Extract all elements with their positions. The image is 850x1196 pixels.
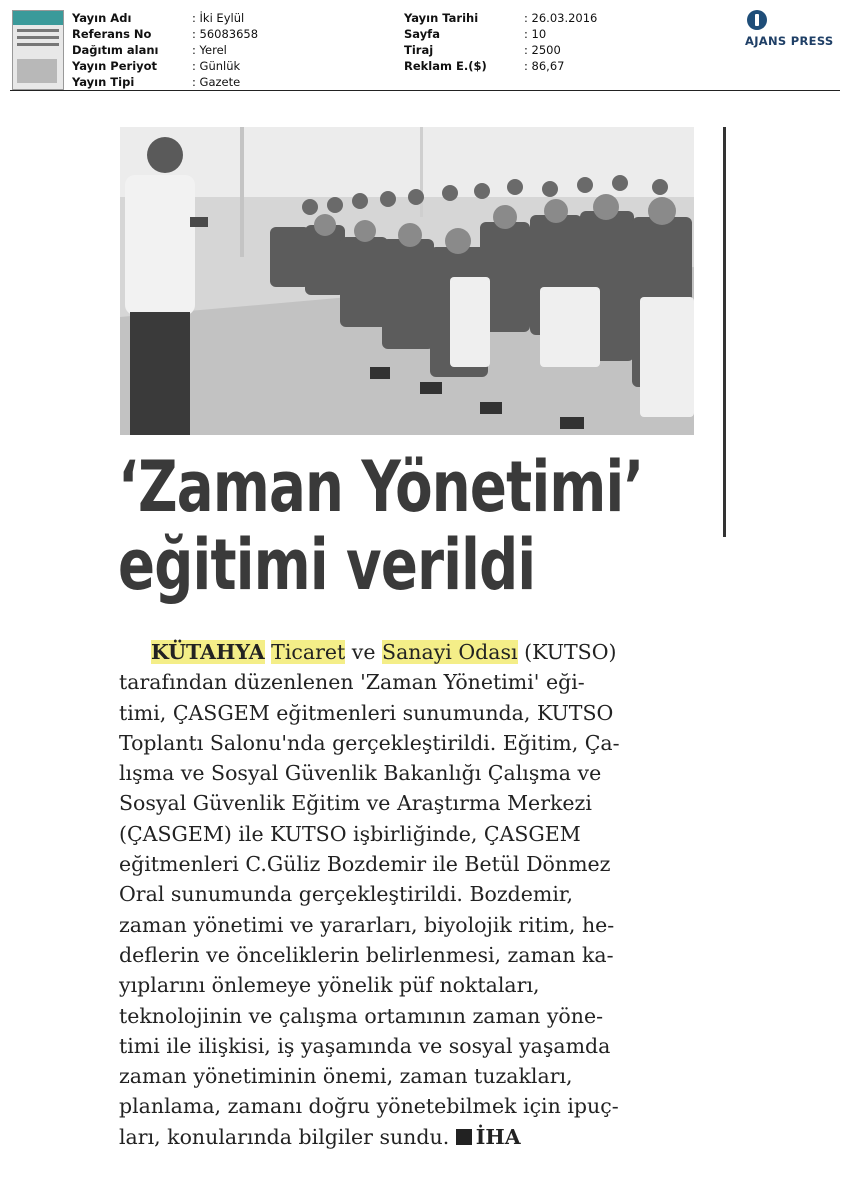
- body-line: KÜTAHYA Ticaret ve Sanayi Odası (KUTSO): [151, 640, 617, 664]
- body-line: deflerin ve önceliklerin belirlenmesi, zaman ka-: [119, 942, 614, 967]
- headline-line-2: eğitimi verildi: [118, 524, 536, 606]
- article-body: [119, 637, 699, 1152]
- body-line: timi ile ilişkisi, iş yaşamında ve sosyal yaşamda: [119, 1033, 611, 1058]
- seminar-photo-icon: [120, 127, 694, 435]
- logo-text: AJANS PRESS: [745, 34, 834, 48]
- body-line: teknolojinin ve çalışma ortamının zaman yöne-: [119, 1003, 604, 1028]
- meta-row: Dağıtım alanı : Yerel: [72, 43, 227, 57]
- body-line: zaman yönetiminin önemi, zaman tuzakları,: [119, 1064, 573, 1089]
- column-rule: [723, 127, 726, 537]
- body-line: (ÇASGEM) ile KUTSO işbirliğinde, ÇASGEM: [119, 821, 581, 846]
- body-line: planlama, zamanı doğru yönetebilmek için ipuç-: [119, 1094, 619, 1119]
- end-square-icon: [456, 1129, 472, 1145]
- meta-row: Yayın Tarihi : 26.03.2016: [404, 11, 598, 25]
- headline-line-1: ‘Zaman Yönetimi’: [118, 446, 644, 528]
- publication-meta-right: [404, 10, 597, 74]
- highlighted-term: Sanayi Odası: [382, 640, 518, 664]
- body-line-last: ları, konularında bilgiler sundu. İHA: [119, 1124, 521, 1149]
- meta-row: Referans No : 56083658: [72, 27, 259, 41]
- ajans-press-logo: [745, 10, 840, 50]
- meta-row: Yayın Periyot : Günlük: [72, 59, 241, 73]
- meta-row: Tiraj : 2500: [404, 43, 561, 57]
- body-line: Oral sunumunda gerçekleştirildi. Bozdemir,: [119, 882, 573, 907]
- body-line: timi, ÇASGEM eğitmenleri sunumunda, KUTSO: [119, 700, 614, 725]
- body-line: Toplantı Salonu'nda gerçekleştirildi. Eğitim, Ça-: [119, 730, 620, 755]
- ajans-press-logo-icon: [747, 10, 767, 30]
- meta-row: Yayın Adı : İki Eylül: [72, 11, 245, 25]
- body-line: eğitmenleri C.Güliz Bozdemir ile Betül Dönmez: [119, 852, 611, 877]
- meta-row: Reklam E.($) : 86,67: [404, 59, 565, 73]
- meta-row: Sayfa : 10: [404, 27, 547, 41]
- highlighted-term: KÜTAHYA: [151, 640, 265, 664]
- highlighted-term: Ticaret: [271, 640, 346, 664]
- publication-meta-left: [72, 10, 258, 90]
- body-line: tarafından düzenlenen 'Zaman Yönetimi' eği-: [119, 670, 585, 695]
- header-divider: [10, 90, 840, 91]
- article-photo: [120, 127, 694, 435]
- article-headline: [118, 446, 644, 606]
- body-line: lışma ve Sosyal Güvenlik Bakanlığı Çalışma ve: [119, 761, 602, 786]
- page-thumbnail: [12, 10, 64, 90]
- body-line: yıplarını önlemeye yönelik püf noktaları,: [119, 973, 540, 998]
- body-line: zaman yönetimi ve yararları, biyolojik ritim, he-: [119, 912, 615, 937]
- body-line: Sosyal Güvenlik Eğitim ve Araştırma Merkezi: [119, 791, 592, 816]
- meta-row: Yayın Tipi : Gazete: [72, 75, 241, 89]
- agency-signature: İHA: [475, 1124, 521, 1149]
